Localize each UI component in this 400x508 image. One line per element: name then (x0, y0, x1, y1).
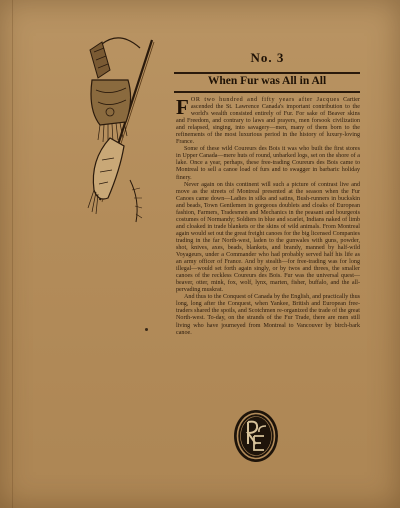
page-number: No. 3 (250, 50, 285, 65)
margin-line (12, 0, 13, 508)
monogram-seal (232, 408, 280, 464)
article-paragraph-1-text: Cartier ascended the St. Lawrence Canada's important contribution to the world's wealth consisted entirely of Fur. For sake of Beaver skins and Freedom, and contrary to laws and prayers, men forsook civilization and relapsed, singing, into savagery—men, many of them born to the refinements of the most luxurious period in the history of luxury-loving France. (176, 97, 360, 146)
article-body (176, 97, 360, 337)
article-paragraph-1 (176, 97, 360, 146)
article-title: When Fur was All in All (207, 75, 327, 87)
article-paragraph-3: Never again on this continent will such a picture of contrast live and move as the streets of Montreal presented at the season when the Fur Canoes came down—Ladies in silks and satins, Bush-runners in buckskin and beads, Town Gentlemen in gorgeous doublets and cloaks of European fashion, Farmers, Tradesmen and Mechanics in the peasant and bourgeois costumes of Normandy; Soldiers in blue and scarlet, Indians naked of limb and cloaked in trade blankets or the skins of wild animals. From Montreal again would set out the great freight canoes for the big licensed Companies trading in the far North-west, laden to the gunwales with guns, powder, shot, knives, axes, beads, blankets, and brandy, manned by half-wild Voyageurs, under a Commander who had probably served half his life as an army officer of France. And by stealth—for free-trading was for long illegal—would set forth again singly, or by twos and threes, the smaller canoes of the reckless Coureurs des Bois. Fur was the universal quest—beaver, otter, mink, fox, wolf, lynx, marten, fisher, buffalo, and the all-pervading muskrat. (176, 181, 360, 294)
title-rule-top (174, 72, 360, 74)
article-opening-words: OR two hundred and fifty years after Jacques (190, 97, 340, 103)
page-mark-dot (145, 328, 148, 331)
article-paragraph-4: And thus to the Conquest of Canada by the English, and practically thus long, long after the Conquest, when Yankee, British and European free-traders shared the spoils, and Scotchmen re-organized the trade of the great North-west. To-day, on the strands of the Fur Trade, there are men still living who have journeyed from Montreal to Vancouver by birch-bark canoe. (176, 294, 360, 336)
drop-cap: F (176, 95, 189, 119)
powder-horn-and-pouch-illustration (80, 30, 160, 230)
article-paragraph-2: Some of these wild Coureurs des Bois it was who built the first stores in Upper Canada—mere huts of round, unbarked logs, set on the shore of a lake. Once a year, perhaps, these free-trading Coureurs des Bois came to Montreal to sell a canoe load of furs and to swagger in barbaric holiday finery. (176, 146, 360, 181)
title-rule-bottom (174, 91, 360, 93)
